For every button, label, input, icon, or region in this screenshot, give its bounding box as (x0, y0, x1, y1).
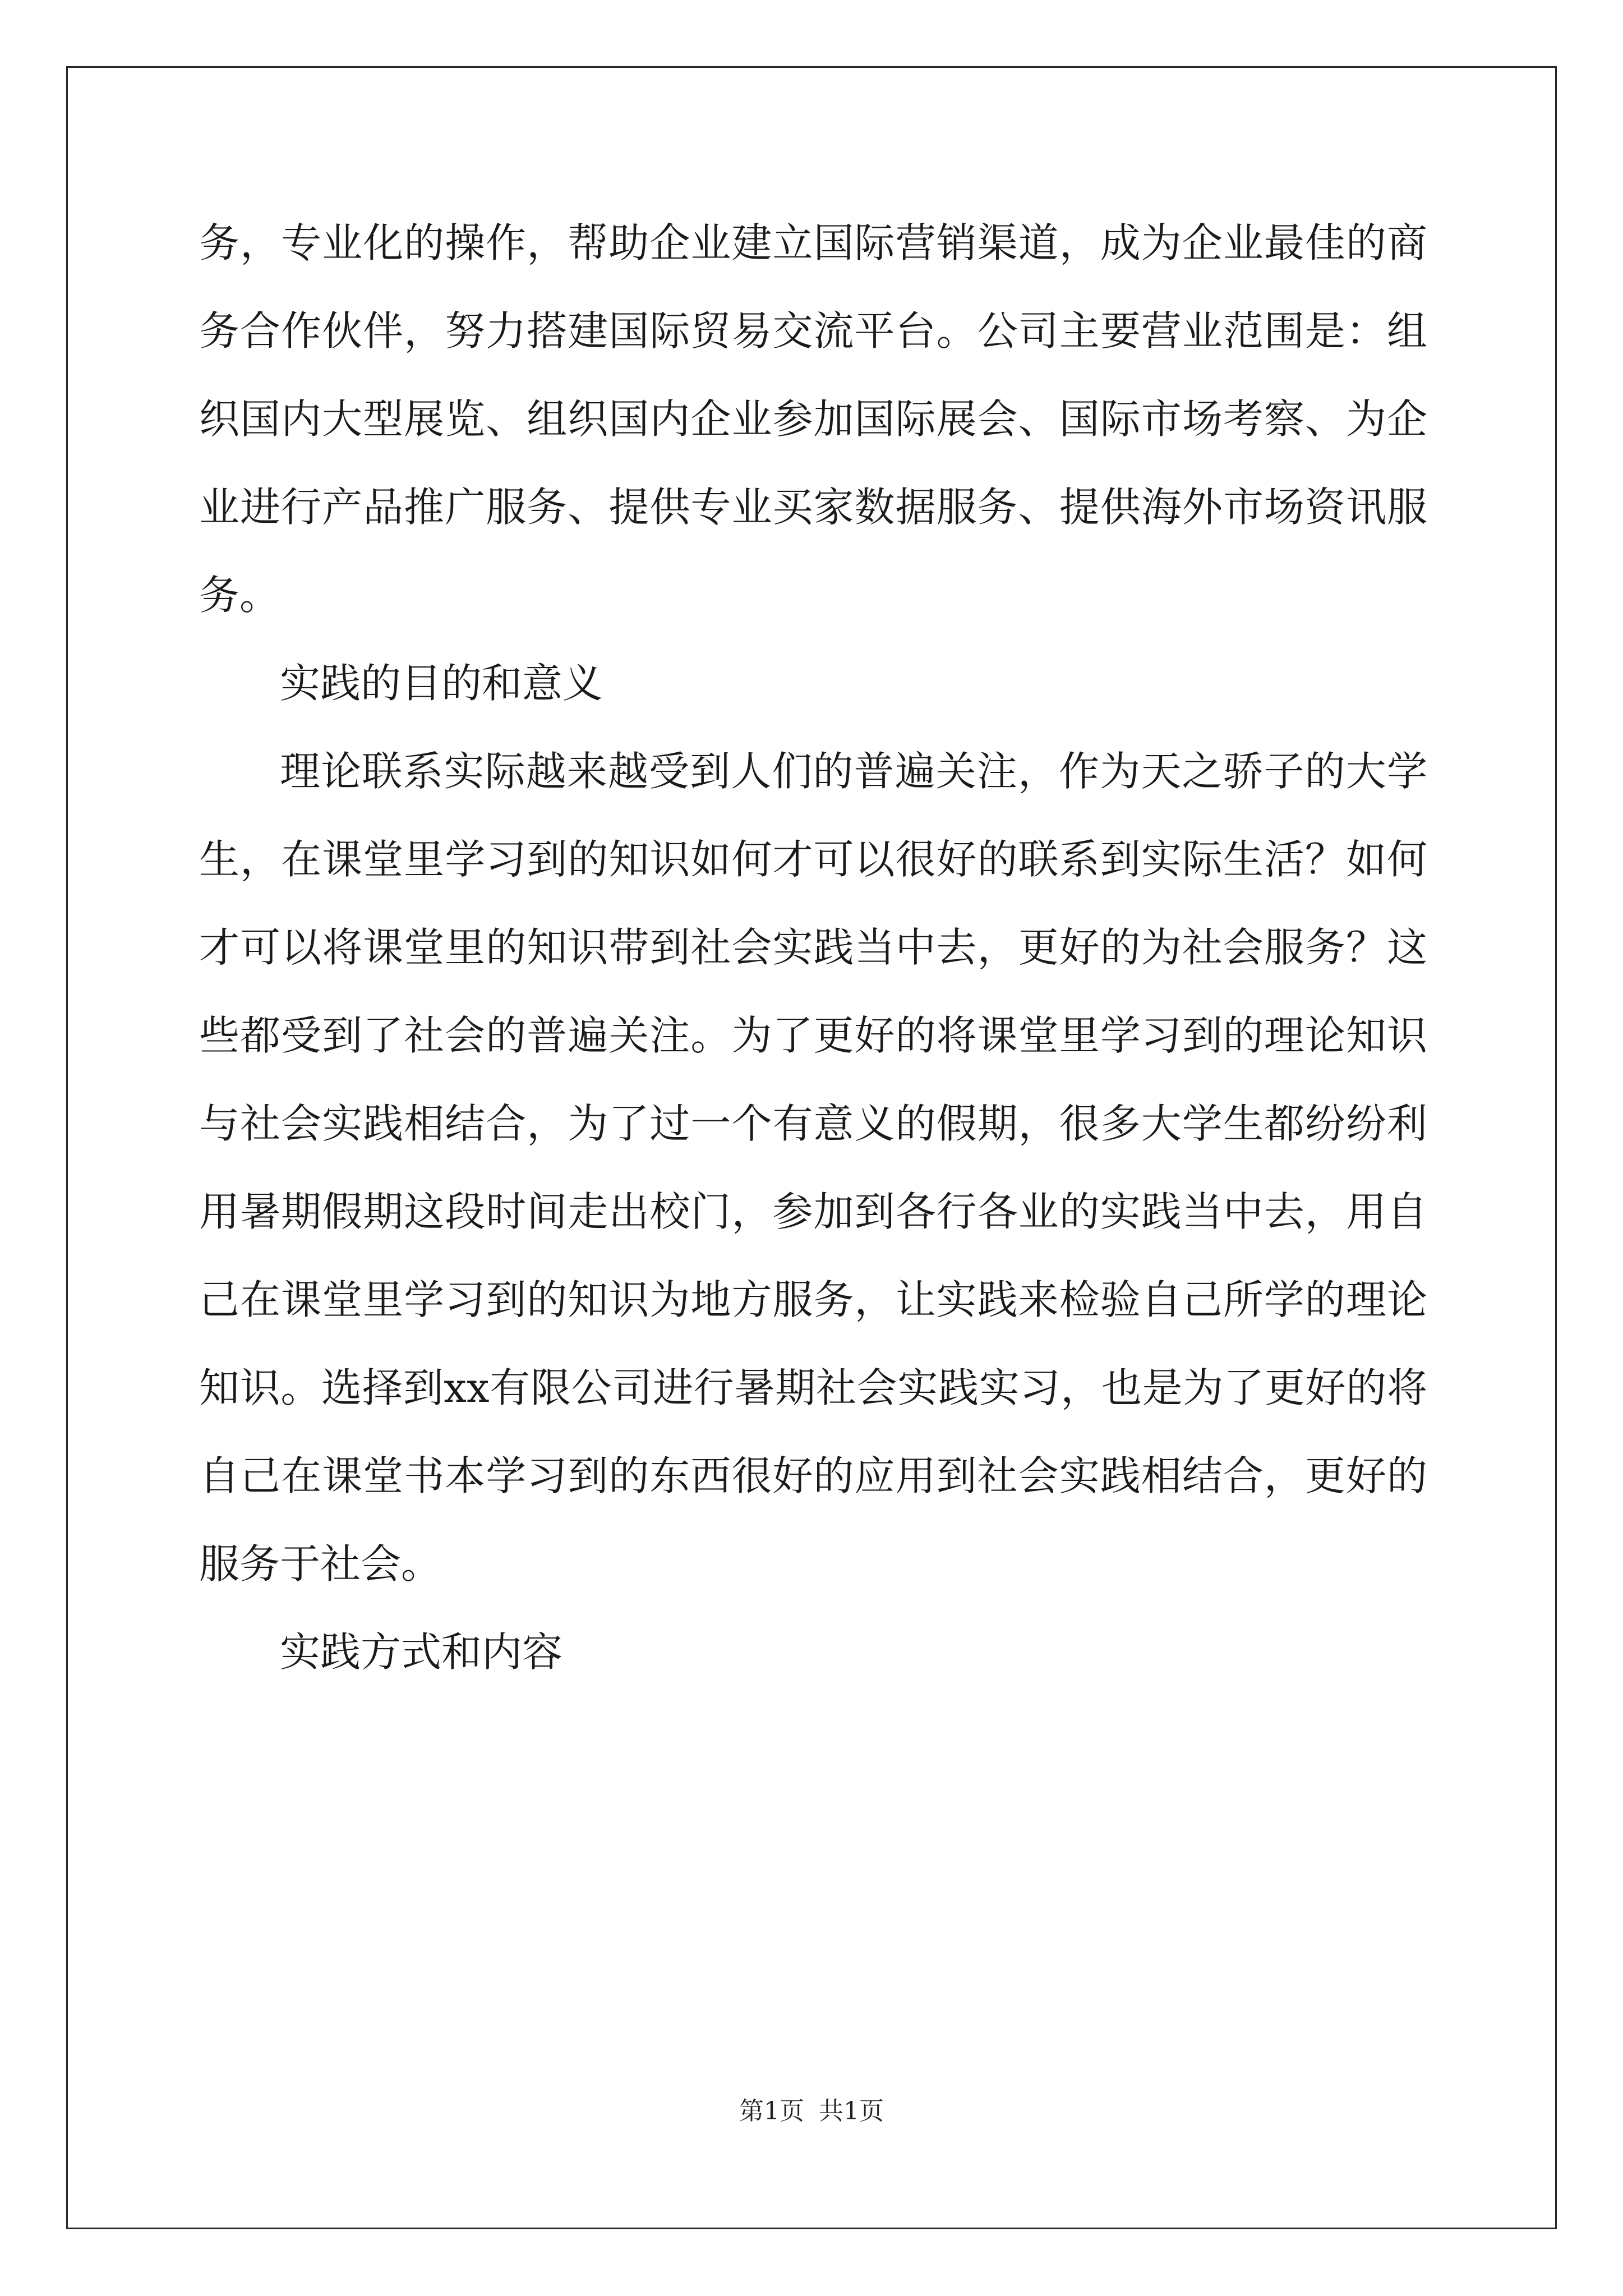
section-heading-method: 实践方式和内容 (280, 1628, 563, 1676)
paragraph-purpose: 理论联系实际越来越受到人们的普遍关注，作为天之骄子的大学生，在课堂里学习到的知识如何才可以很好的联系到实际生活？如何才可以将课堂里的知识带到社会实践当中去，更好的为社会服务？这些都受到了社会的普遍关注。为了更好的将课堂里学习到的理论知识与社会实践相结合，为了过一个有意义的假期，很多大学生都纷纷利用暑期假期这段时间走出校门，参加到各行各业的实践当中去，用自己在课堂里学习到的知识为地方服务，让实践来检验自己所学的理论知识。选择到xx有限公司进行暑期社会实践实习，也是为了更好的将自己在课堂书本学习到的东西很好的应用到社会实践相结合，更好的服务于社会。 (199, 748, 1427, 1588)
paragraph-company-scope: 务，专业化的操作，帮助企业建立国际营销渠道，成为企业最佳的商务合作伙伴，努力搭建国际贸易交流平台。公司主要营业范围是：组织国内大型展览、组织国内企业参加国际展会、国际市场考察、为企业进行产品推广服务、提供专业买家数据服务、提供海外市场资讯服务。 (199, 219, 1427, 619)
section-heading-purpose: 实践的目的和意义 (280, 660, 603, 707)
page-number: 第1页 (739, 2097, 804, 2125)
document-body (199, 199, 1427, 1696)
page-total: 共1页 (819, 2097, 884, 2125)
page-footer (0, 2095, 1623, 2128)
